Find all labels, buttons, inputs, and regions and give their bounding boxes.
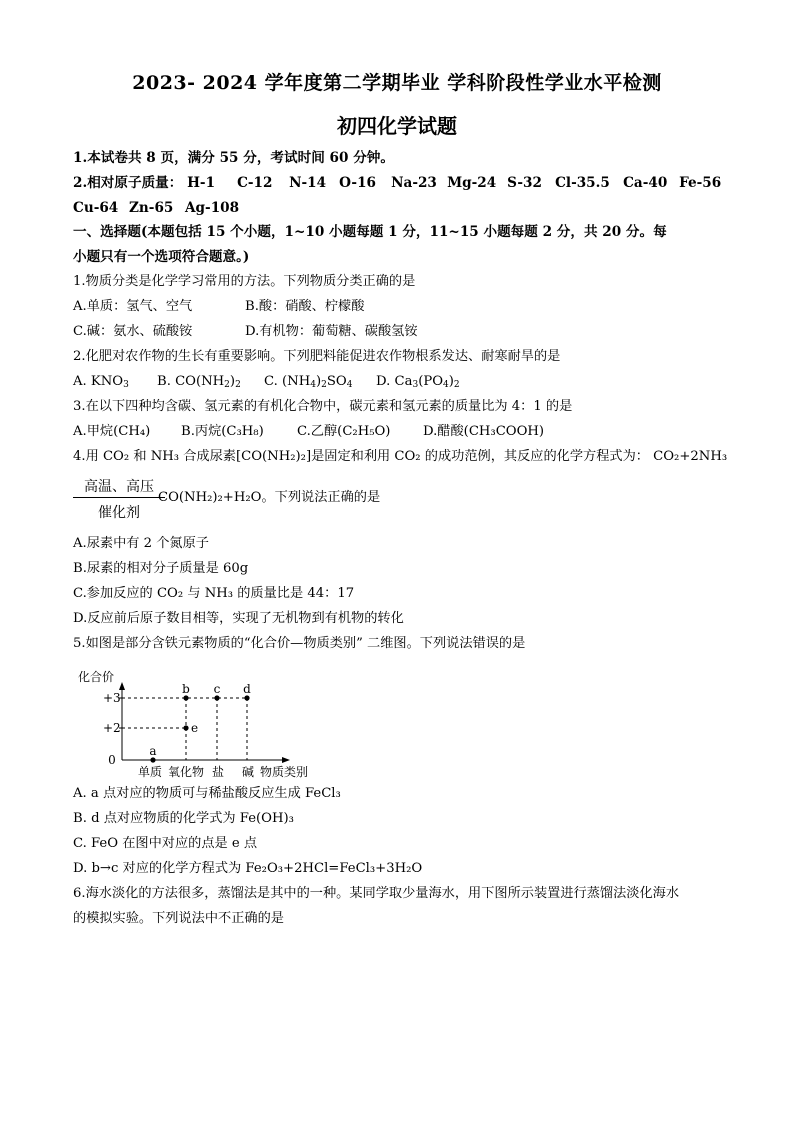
point-label-c: c (213, 682, 221, 696)
atomic-mass-item: Ca-40 (623, 175, 668, 191)
x-tick-label: 单质 (137, 765, 163, 779)
q1-option-c: C.碱：氨水、硫酸铵 (73, 324, 193, 339)
atomic-mass-item: Mg-24 (447, 175, 497, 191)
q6-stem-line-2: 的模拟实验。下列说法中不正确的是 (73, 911, 284, 926)
point-label-e: e (191, 721, 199, 735)
q4-option-b: B.尿素的相对分子质量是 60g (73, 561, 249, 576)
condition-top: 高温、高压 (73, 476, 165, 498)
q2-options (73, 372, 733, 392)
point-e (183, 725, 188, 730)
q3-option-b: B.丙烷(C₃H₈) (181, 424, 264, 439)
q2-option-b: B. $CO(NH_2)_2$ (157, 374, 241, 390)
point-label-a: a (149, 744, 157, 758)
x-tick-label: 盐 (211, 765, 225, 779)
condition-bottom: 催化剂 (98, 505, 140, 521)
y-axis-arrow (119, 682, 125, 690)
q5-option-a: A. a 点对应的物质可与稀盐酸反应生成 FeCl₃ (73, 786, 341, 801)
q4-stem: 4.用 CO₂ 和 NH₃ 合成尿素[CO(NH₂)₂]是固定和利用 CO₂ 的成功范例，其反应的化学方程式为： CO₂+2NH₃ (73, 449, 728, 464)
q5-option-d: D. b→c 对应的化学方程式为 Fe₂O₃+2HCl=FeCl₃+3H₂O (73, 861, 423, 876)
q2-option-d: D. $Ca_3(PO_4)_2$ (376, 374, 460, 390)
q2-option-a: A. $KNO_3$ (73, 374, 129, 390)
atomic-mass-item: O-16 (339, 175, 376, 191)
atomic-mass-item: H-1 (187, 175, 216, 191)
q2-option-c: C. $(NH_4)_2SO_4$ (264, 374, 353, 390)
section-1-heading-line-1: 一、选择题(本题包括 15 个小题，1~10 小题每题 1 分，11~15 小题每题 2 分，共 20 分。每 (73, 224, 667, 240)
q1-option-a: A.单质：氢气、空气 (73, 299, 193, 314)
valence-category-chart (72, 660, 332, 782)
q1-stem: 1.物质分类是化学学习常用的方法。下列物质分类正确的是 (73, 274, 416, 289)
q4-option-d: D.反应前后原子数目相等，实现了无机物到有机物的转化 (73, 611, 404, 626)
y-tick-label: 0 (108, 753, 116, 767)
x-axis-arrow (282, 757, 290, 763)
atomic-mass-item: Ag-108 (185, 200, 240, 216)
atomic-mass-item: C-12 (237, 175, 273, 191)
exam-subtitle: 初四化学试题 (337, 114, 457, 138)
exam-title: 2023- 2024 学年度第二学期毕业 学科阶段性学业水平检测 (132, 72, 662, 94)
note-1: 1.本试卷共 8 页，满分 55 分，考试时间 60 分钟。 (73, 150, 394, 166)
q4-equation-tail: CO(NH₂)₂+H₂O。下列说法正确的是 (158, 490, 381, 505)
q5-option-c: C. FeO 在图中对应的点是 e 点 (73, 836, 258, 851)
atomic-mass-item: Cu-64 (73, 200, 119, 216)
note-2-label: 2.相对原子质量： (73, 175, 183, 191)
x-tick-label: 碱 (241, 765, 255, 779)
q1-options-row-2 (73, 322, 733, 342)
point-label-b: b (182, 682, 190, 696)
atomic-mass-item: S-32 (507, 175, 542, 191)
q5-stem: 5.如图是部分含铁元素物质的“化合价—物质类别” 二维图。下列说法错误的是 (73, 636, 526, 651)
q1-option-d: D.有机物：葡萄糖、碳酸氢铵 (245, 324, 418, 339)
reaction-condition (73, 476, 165, 522)
q3-options (73, 422, 733, 442)
atomic-masses-row-2 (73, 198, 733, 218)
atomic-mass-item: Na-23 (391, 175, 437, 191)
q1-option-b: B.酸：硝酸、柠檬酸 (245, 299, 365, 314)
y-tick-label: +3 (103, 691, 121, 705)
atomic-mass-item: Cl-35.5 (555, 175, 610, 191)
section-1-heading-line-2: 小题只有一个选项符合题意。) (73, 249, 250, 265)
q1-options-row-1 (73, 297, 733, 317)
point-label-d: d (243, 682, 251, 696)
note-2 (73, 173, 733, 193)
q4-option-a: A.尿素中有 2 个氮原子 (73, 536, 209, 551)
x-axis-label: 物质类别 (260, 765, 309, 779)
q3-option-d: D.醋酸(CH₃COOH) (423, 424, 545, 439)
y-axis-label: 化合价 (78, 670, 115, 684)
point-c (214, 695, 219, 700)
point-b (183, 695, 188, 700)
atomic-masses-row-1 (187, 175, 729, 191)
atomic-mass-item: N-14 (289, 175, 327, 191)
q3-option-a: A.甲烷(CH₄) (73, 424, 151, 439)
q3-stem: 3.在以下四种均含碳、氢元素的有机化合物中，碳元素和氢元素的质量比为 4：1 的是 (73, 399, 573, 414)
point-a (150, 757, 155, 762)
y-tick-label: +2 (103, 721, 121, 735)
point-d (244, 695, 249, 700)
q4-option-c: C.参加反应的 CO₂ 与 NH₃ 的质量比是 44：17 (73, 586, 355, 601)
q2-stem: 2.化肥对农作物的生长有重要影响。下列肥料能促进农作物根系发达、耐寒耐旱的是 (73, 349, 561, 364)
x-tick-label: 氧化物 (167, 765, 205, 779)
atomic-mass-item: Zn-65 (129, 200, 174, 216)
q6-stem-line-1: 6.海水淡化的方法很多，蒸馏法是其中的一种。某同学取少量海水，用下图所示装置进行蒸馏法淡化海水 (73, 886, 680, 901)
q5-option-b: B. d 点对应物质的化学式为 Fe(OH)₃ (73, 811, 294, 826)
q3-option-c: C.乙醇(C₂H₅O) (297, 424, 391, 439)
atomic-mass-item: Fe-56 (679, 175, 722, 191)
